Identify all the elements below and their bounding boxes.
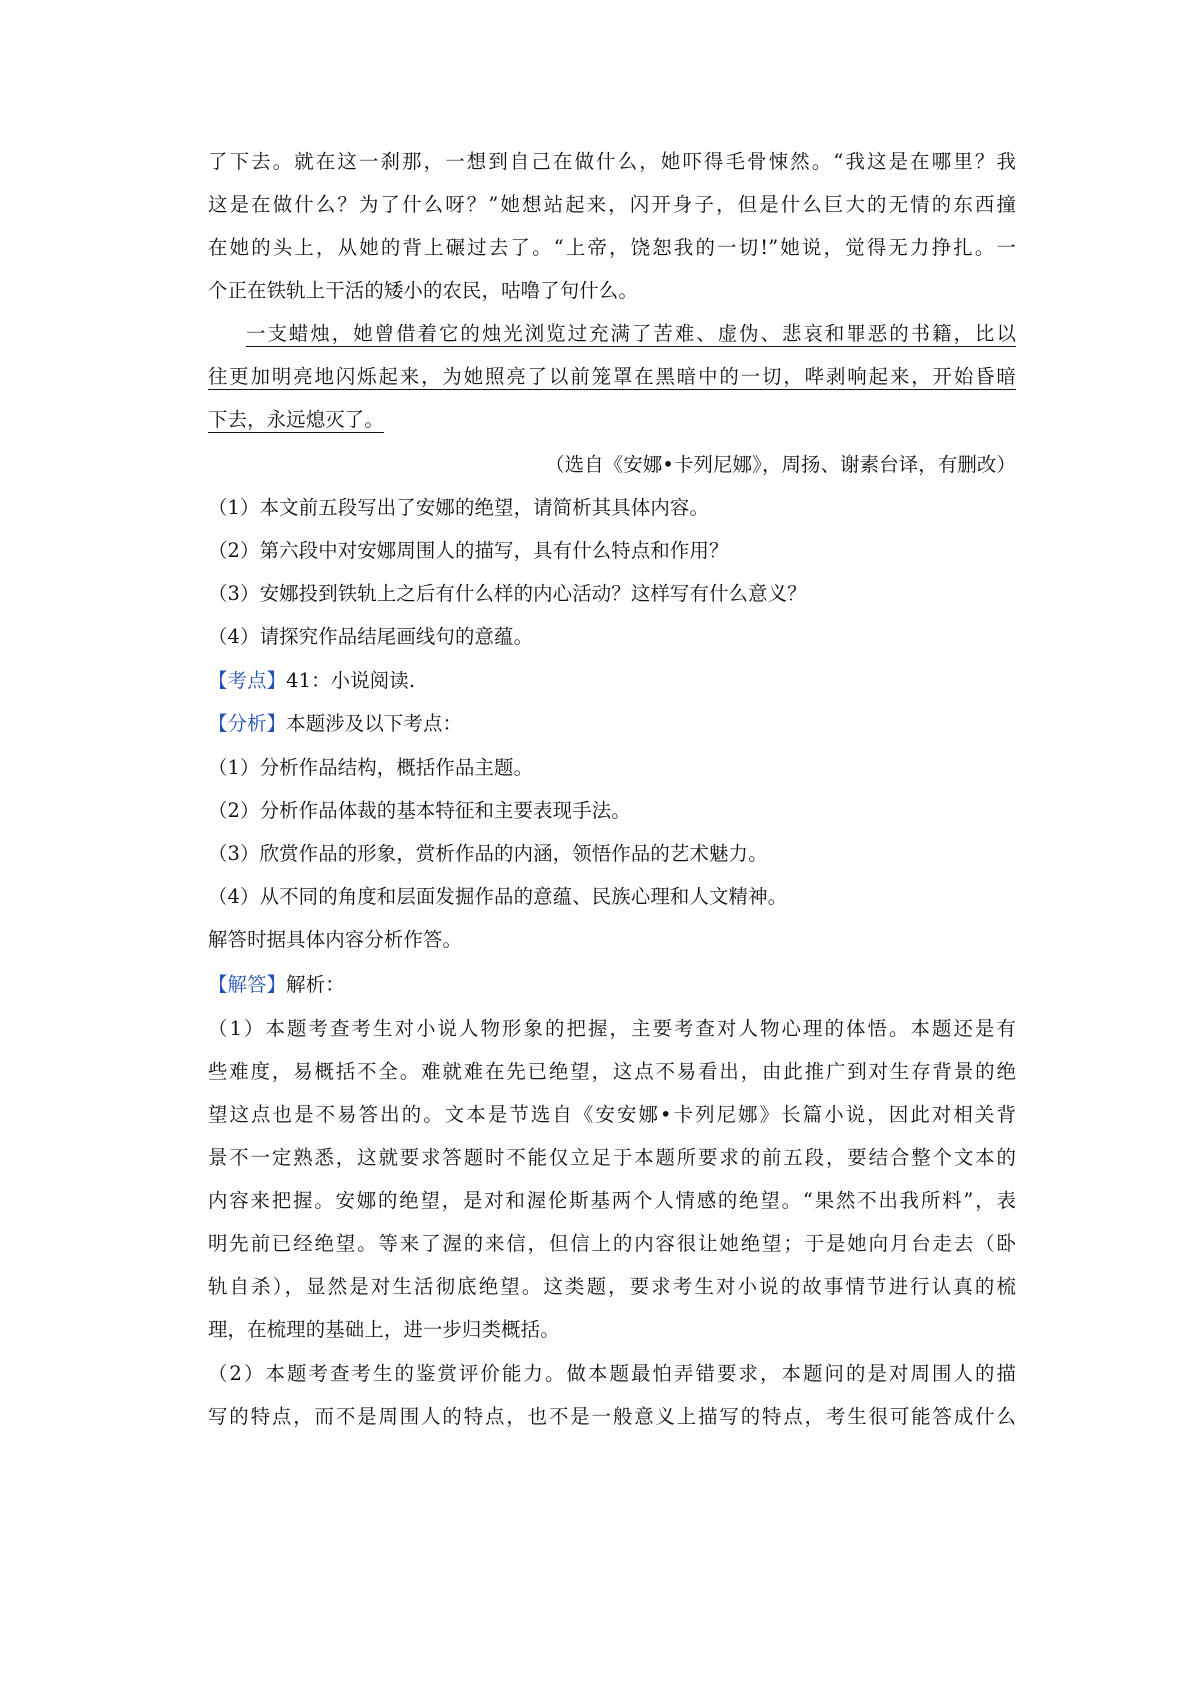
- question: （2）第六段中对安娜周围人的描写，具有什么特点和作用？: [208, 539, 729, 562]
- answer-line: 写的特点，而不是周围人的特点，也不是一般意义上描写的特点，考生很可能答成什么: [208, 1405, 1016, 1428]
- answer-line: 内容来把握。安娜的绝望，是对和渥伦斯基两个人情感的绝望。“果然不出我所料”，表: [208, 1189, 1016, 1212]
- answer-line: （1）本题考查考生对小说人物形象的把握，主要考查对人物心理的体悟。本题还是有: [208, 1017, 1016, 1040]
- question: （4）请探究作品结尾画线句的意蕴。: [208, 625, 534, 648]
- kaodian-text: 41：小说阅读.: [286, 669, 416, 692]
- underlined-line-wrap: [208, 404, 1016, 432]
- answer-line: （2）本题考查考生的鉴赏评价能力。做本题最怕弄错要求，本题问的是对周围人的描: [208, 1362, 1016, 1385]
- passage-line: 这是在做什么？为了什么呀？”她想站起来，闪开身子，但是什么巨大的无情的东西撞: [208, 193, 1016, 216]
- answer-line: 轨自杀），显然是对生活彻底绝望。这类题，要求考生对小说的故事情节进行认真的梳: [208, 1275, 1016, 1298]
- fenxi-point: （2）分析作品体裁的基本特征和主要表现手法。: [208, 799, 631, 822]
- underlined-passage-line: 一支蜡烛，她曾借着它的烛光浏览过充满了苦难、虚伪、悲哀和罪恶的书籍，比以: [246, 322, 1016, 345]
- fenxi-point: （4）从不同的角度和层面发掘作品的意蕴、民族心理和人文精神。: [208, 885, 788, 908]
- underlined-passage-line: 下去，永远熄灭了。: [208, 408, 384, 431]
- answer-line: 景不一定熟悉，这就要求答题时不能仅立足于本题所要求的前五段，要结合整个文本的: [208, 1146, 1016, 1169]
- source-citation: （选自《安娜•卡列尼娜》，周扬、谢素台译，有删改）: [545, 453, 1016, 476]
- fenxi-tag: 【分析】: [208, 712, 287, 735]
- fenxi-text: 本题涉及以下考点：: [286, 712, 463, 735]
- underlined-line-wrap: [208, 361, 1016, 389]
- passage-line: 了下去。就在这一刹那，一想到自己在做什么，她吓得毛骨悚然。“我这是在哪里？我: [208, 150, 1016, 173]
- answer-line: 望这点也是不易答出的。文本是节选自《安安娜•卡列尼娜》长篇小说，因此对相关背: [208, 1103, 1016, 1126]
- passage-line: 个正在铁轨上干活的矮小的农民，咕噜了句什么。: [208, 279, 638, 302]
- jieda-text: 解析：: [286, 973, 345, 996]
- passage-line: 在她的头上，从她的背上碾过去了。“上帝，饶恕我的一切!”她说，觉得无力挣扎。一: [208, 236, 1016, 259]
- answer-line: 明先前已经绝望。等来了渥的来信，但信上的内容很让她绝望；于是她向月台走去（卧: [208, 1232, 1016, 1255]
- fenxi-point: （1）分析作品结构，概括作品主题。: [208, 756, 534, 779]
- fenxi-row: [208, 708, 1016, 736]
- fenxi-closing: 解答时据具体内容分析作答。: [208, 928, 463, 951]
- question: （1）本文前五段写出了安娜的绝望，请简析其具体内容。: [208, 496, 710, 519]
- answer-line: 些难度，易概括不全。难就难在先已绝望，这点不易看出，由此推广到对生存背景的绝: [208, 1060, 1016, 1083]
- underlined-line-wrap: [246, 318, 1016, 346]
- kaodian-row: [208, 665, 1016, 693]
- jieda-row: [208, 969, 1016, 997]
- answer-line: 理，在梳理的基础上，进一步归类概括。: [208, 1318, 560, 1341]
- kaodian-tag: 【考点】: [208, 669, 287, 692]
- question: （3）安娜投到铁轨上之后有什么样的内心活动？这样写有什么意义？: [208, 582, 807, 605]
- underlined-passage-line: 往更加明亮地闪烁起来，为她照亮了以前笼罩在黑暗中的一切，哔剥响起来，开始昏暗: [208, 365, 1016, 388]
- jieda-tag: 【解答】: [208, 973, 287, 996]
- fenxi-point: （3）欣赏作品的形象，赏析作品的内涵，领悟作品的艺术魅力。: [208, 842, 768, 865]
